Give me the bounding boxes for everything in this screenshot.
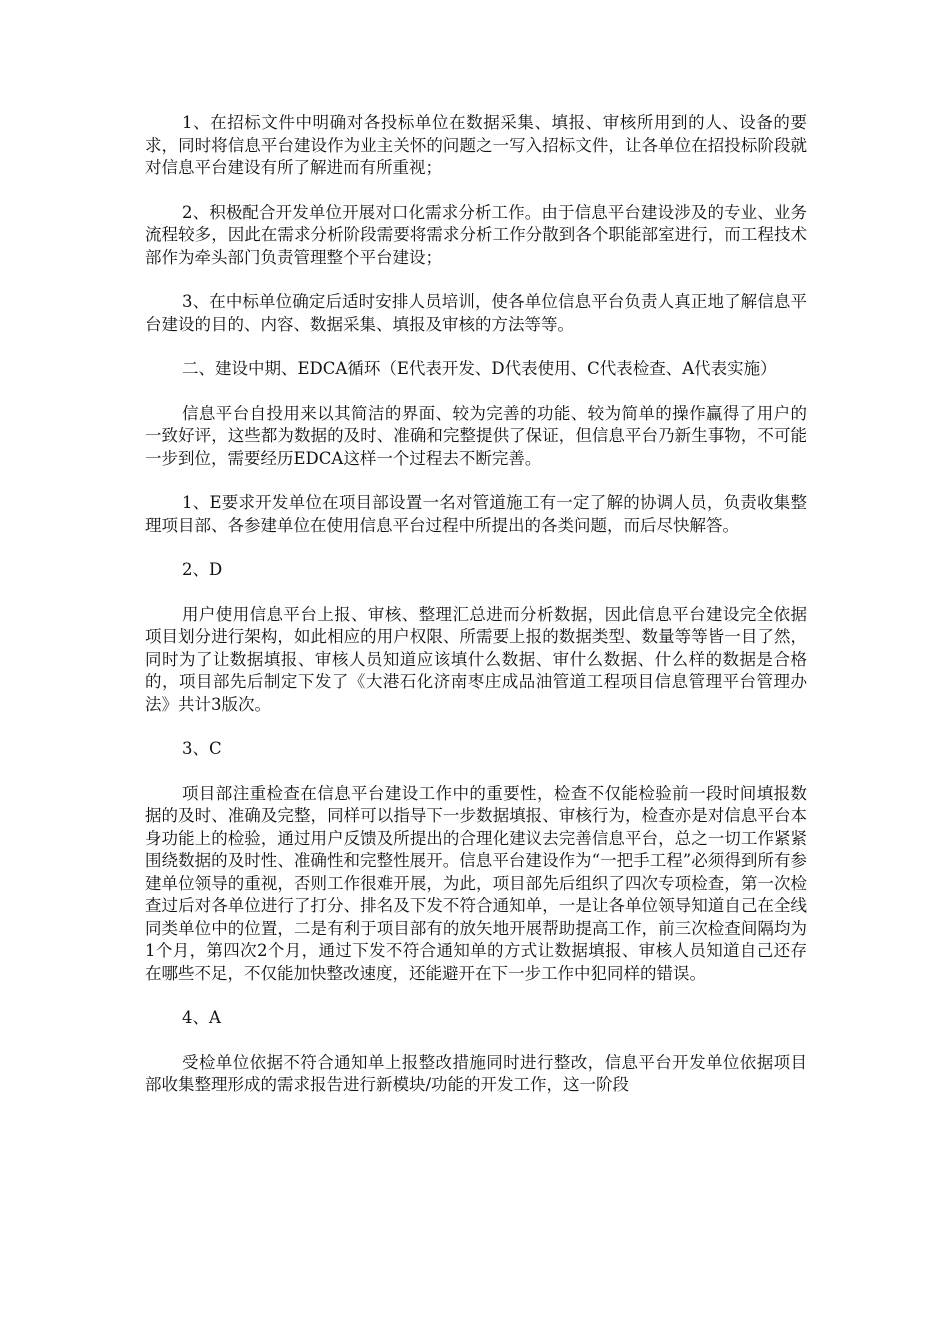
subheading-d: 2、D <box>182 560 223 579</box>
paragraph-c-check: 项目部注重检查在信息平台建设工作中的重要性，检查不仅能检验前一段时间填报数据的及时、准确及完整，同样可以指导下一步数据填报、审核行为，检查亦是对信息平台本身功能上的检验，通过用户反馈及所提出的合理化建议去完善信息平台，总之一切工作紧紧围绕数据的及时性、准确性和完整性展开。信息平台建设作为“一把手工程”必须得到所有参建单位领导的重视，否则工作很难开展，为此，项目部先后组织了四次专项检查，第一次检查过后对各单位进行了打分、排名及下发不符合通知单，一是让各单位领导知道自己在全线同类单位中的位置，二是有利于项目部有的放矢地开展帮助提高工作，前三次检查间隔均为1个月，第四次2个月，通过下发不符合通知单的方式让数据填报、审核人员知道自己还存在哪些不足，不仅能加快整改速度，还能避开在下一步工作中犯同样的错误。 <box>145 783 807 983</box>
document-page <box>145 112 807 1119</box>
section-heading-edca: 二、建设中期、EDCA循环（E代表开发、D代表使用、C代表检查、A代表实施） <box>182 359 777 378</box>
paragraph-d-use: 用户使用信息平台上报、审核、整理汇总进而分析数据，因此信息平台建设完全依据项目划分进行架构，如此相应的用户权限、所需要上报的数据类型、数量等等皆一目了然，同时为了让数据填报、审核人员知道应该填什么数据、审什么数据、什么样的数据是合格的，项目部先后制定下发了《大港石化济南枣庄成品油管道工程项目信息管理平台管理办法》共计3版次。 <box>145 604 807 714</box>
paragraph-e-develop: 1、E要求开发单位在项目部设置一名对管道施工有一定了解的协调人员，负责收集整理项目部、各参建单位在使用信息平台过程中所提出的各类问题，而后尽快解答。 <box>145 493 807 535</box>
subheading-a: 4、A <box>182 1008 221 1027</box>
paragraph-personnel-training: 3、在中标单位确定后适时安排人员培训，使各单位信息平台负责人真正地了解信息平台建设的目的、内容、数据采集、填报及审核的方法等等。 <box>145 292 807 334</box>
paragraph-a-implement: 受检单位依据不符合通知单上报整改措施同时进行整改，信息平台开发单位依据项目部收集整理形成的需求报告进行新模块/功能的开发工作，这一阶段 <box>145 1052 807 1094</box>
paragraph-tender-requirements: 1、在招标文件中明确对各投标单位在数据采集、填报、审核所用到的人、设备的要求，同时将信息平台建设作为业主关怀的问题之一写入招标文件，让各单位在招投标阶段就对信息平台建设有所了解进而有所重视； <box>145 113 807 177</box>
subheading-c: 3、C <box>182 739 222 758</box>
paragraph-requirement-analysis: 2、积极配合开发单位开展对口化需求分析工作。由于信息平台建设涉及的专业、业务流程较多，因此在需求分析阶段需要将需求分析工作分散到各个职能部室进行，而工程技术部作为牵头部门负责管理整个平台建设； <box>145 202 807 267</box>
paragraph-edca-intro: 信息平台自投用来以其简洁的界面、较为完善的功能、较为简单的操作赢得了用户的一致好评，这些都为数据的及时、准确和完整提供了保证，但信息平台乃新生事物，不可能一步到位，需要经历EDCA这样一个过程去不断完善。 <box>145 403 807 468</box>
